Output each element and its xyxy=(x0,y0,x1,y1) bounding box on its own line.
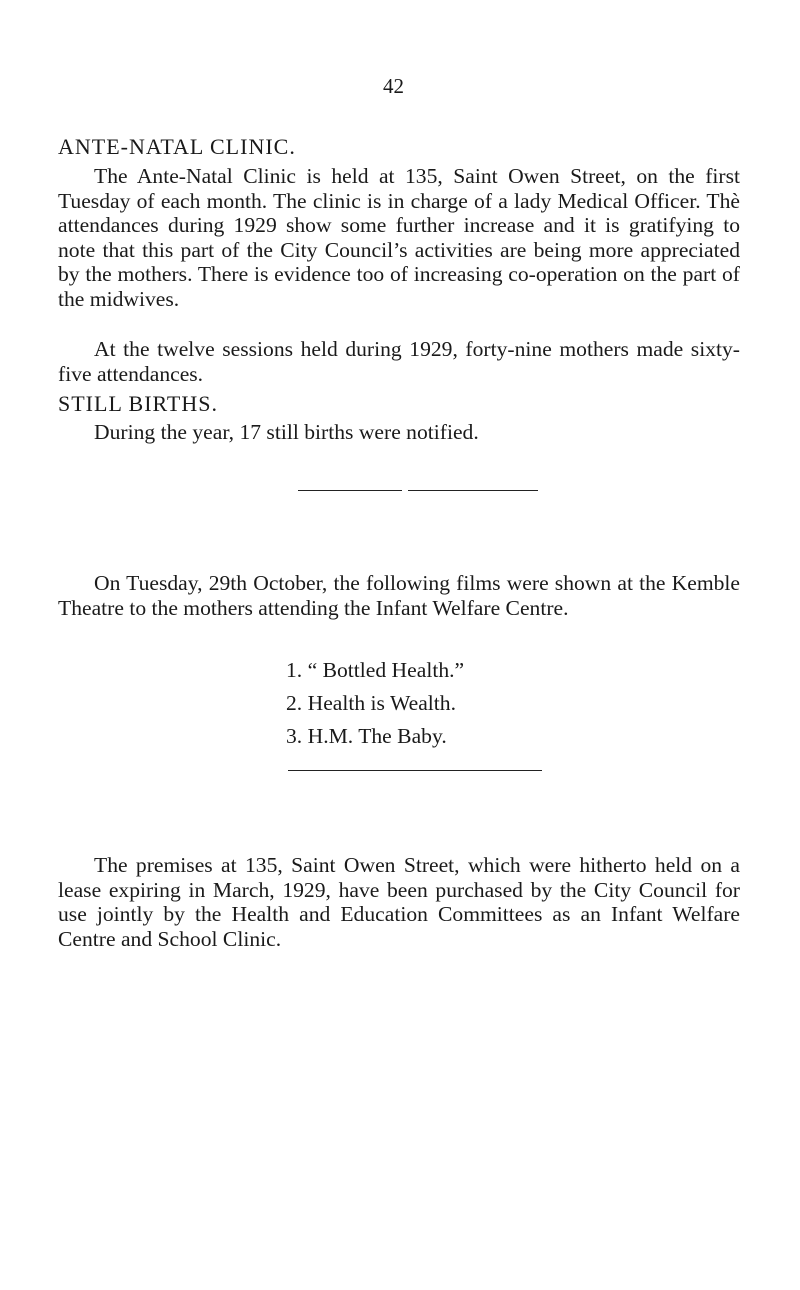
premises-paragraph: The premises at 135, Saint Owen Street, which were hitherto held on a lease expiring in March, 1929, have been purchased by the City Council for use jointly by the Health and Education Committees as an Infant Welfare Centre and School Clinic. xyxy=(58,853,740,951)
page-number: 42 xyxy=(383,74,404,98)
antenatal-paragraph-1: The Ante-Natal Clinic is held at 135, Saint Owen Street, on the first Tuesday of each month. The clinic is in charge of a lady Medical Officer. Thè attendances during 1929 show some further increase and it is gratifying to note that this part of the City Council’s activities are being more appreciated by the mothers. There is evidence too of increasing co-operation on the part of the midwives. xyxy=(58,164,740,311)
films-intro-paragraph: On Tuesday, 29th October, the following films were shown at the Kemble Theatre to the mothers attending the Infant Welfare Centre. xyxy=(58,571,740,620)
section-divider xyxy=(288,770,542,771)
antenatal-heading: ANTE-NATAL CLINIC. xyxy=(58,134,296,159)
still-births-heading: STILL BIRTHS. xyxy=(58,391,218,416)
films-list xyxy=(286,658,464,757)
section-divider-right xyxy=(408,490,538,491)
list-item: 1. “ Bottled Health.” xyxy=(286,658,465,682)
section-divider-left xyxy=(298,490,402,491)
still-births-paragraph: During the year, 17 still births were notified. xyxy=(94,420,479,444)
list-item: 2. Health is Wealth. xyxy=(286,691,456,715)
list-item: 3. H.M. The Baby. xyxy=(286,724,447,748)
antenatal-paragraph-2: At the twelve sessions held during 1929, forty-nine mothers made sixty-five attendances. xyxy=(58,337,740,386)
